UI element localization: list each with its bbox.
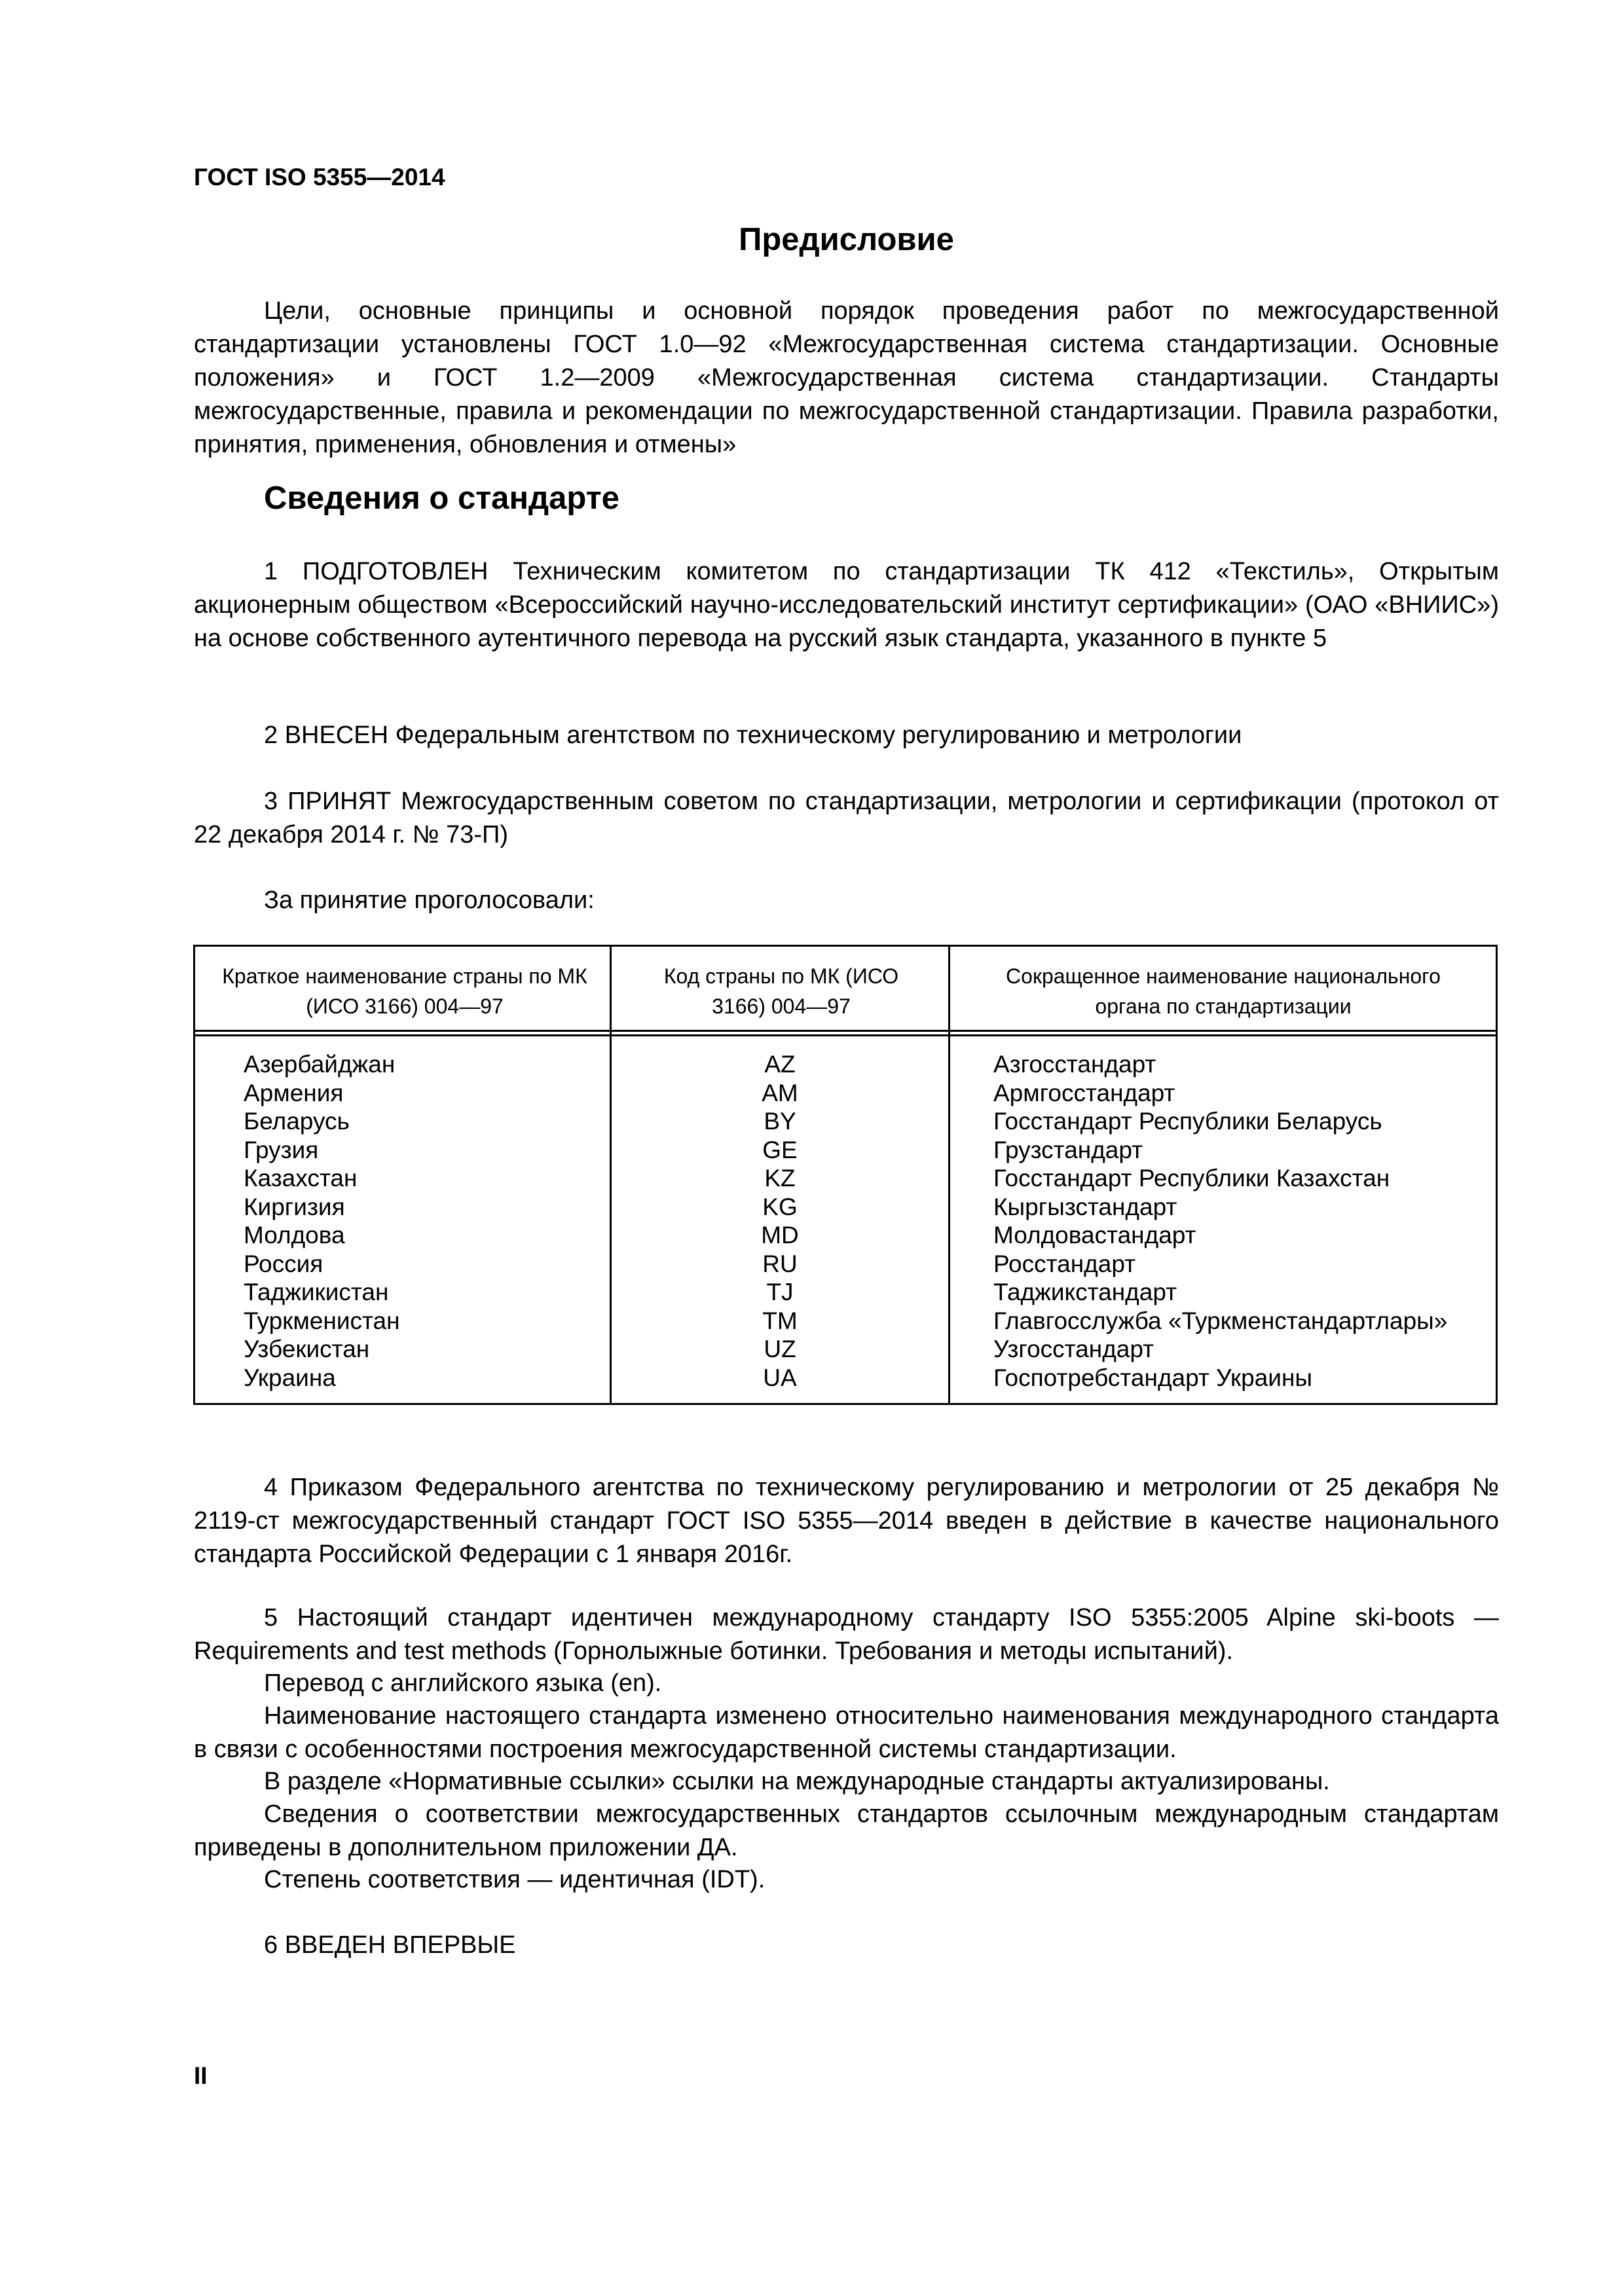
table-cell-body: Главгосслужба «Туркменстандартлары»	[993, 1307, 1448, 1334]
table-cell-code: KZ	[764, 1165, 796, 1192]
table-header-country: Краткое наименование страны по МК (ИСО 3166) 004—97	[222, 964, 587, 1018]
voting-table	[193, 945, 1498, 1405]
code-column	[612, 1050, 948, 1392]
item-5-paragraph: 5 Настоящий стандарт идентичен международному стандарту ISO 5355:2005 Alpine ski-boots — Requirements and test methods (Горнолыжные ботинки. Требования и методы испытаний).	[194, 1604, 1499, 1665]
table-cell-country: Украина	[244, 1364, 336, 1391]
item-3-paragraph: 3 ПРИНЯТ Межгосударственным советом по стандартизации, метрологии и сертификации (протокол от 22 декабря 2014 г. № 73-П)	[194, 788, 1499, 848]
table-cell-body: Молдовастандарт	[993, 1222, 1196, 1248]
vote-intro: За принятие проголосовали:	[264, 886, 595, 914]
table-cell-country: Азербайджан	[244, 1051, 396, 1078]
table-cell-code: BY	[764, 1108, 796, 1135]
item-5-degree: Степень соответствия — идентичная (IDT).	[264, 1866, 766, 1893]
table-cell-country: Казахстан	[244, 1165, 358, 1192]
table-cell-body: Госпотребстандарт Украины	[993, 1364, 1312, 1391]
body-column	[993, 1050, 1491, 1392]
table-cell-country: Таджикистан	[244, 1279, 389, 1305]
table-cell-body: Госстандарт Республики Беларусь	[993, 1108, 1382, 1135]
item-5-correspondence: Сведения о соответствии межгосударственных стандартов ссылочным международным стандартам приведены в дополнительном приложении ДА.	[194, 1800, 1499, 1861]
table-cell-body: Грузстандарт	[993, 1136, 1143, 1163]
page-title: Предисловие	[739, 222, 954, 257]
table-cell-code: UA	[763, 1364, 797, 1391]
table-cell-country: Молдова	[244, 1222, 345, 1248]
item-1-paragraph: 1 ПОДГОТОВЛЕН Техническим комитетом по стандартизации ТК 412 «Текстиль», Открытым акционерным обществом «Всероссийский научно-исследовательский институт сертификации» (ОАО «ВНИИС») на основе собственного аутентичного перевода на русский язык стандарта, указанного в пункте 5	[194, 558, 1499, 652]
table-cell-code: AZ	[764, 1051, 796, 1078]
item-5-name-change: Наименование настоящего стандарта изменено относительно наименования международного стандарта в связи с особенностями построения межгосударственной системы стандартизации.	[194, 1702, 1499, 1763]
table-cell-code: UZ	[764, 1336, 796, 1362]
table-cell-country: Киргизия	[244, 1193, 345, 1220]
table-cell-body: Азгосстандарт	[993, 1051, 1156, 1078]
item-5-translation: Перевод с английского языка (en).	[264, 1669, 662, 1697]
table-cell-country: Россия	[244, 1250, 323, 1277]
table-cell-body: Узгосстандарт	[993, 1336, 1154, 1362]
table-cell-code: AM	[762, 1079, 798, 1106]
item-5-references: В разделе «Нормативные ссылки» ссылки на международные стандарты актуализированы.	[264, 1768, 1330, 1795]
table-cell-body: Кыргызстандарт	[993, 1193, 1177, 1220]
table-header-divider	[195, 1034, 1496, 1036]
table-cell-country: Беларусь	[244, 1108, 350, 1135]
table-header-divider	[195, 1030, 1496, 1032]
table-cell-body: Госстандарт Республики Казахстан	[993, 1165, 1390, 1192]
table-column-divider	[948, 947, 950, 1403]
table-cell-body: Таджикстандарт	[993, 1279, 1177, 1305]
table-header-body: Сокращенное наименование национального органа по стандартизации	[1006, 964, 1441, 1018]
item-4-paragraph: 4 Приказом Федерального агентства по техническому регулированию и метрологии от 25 декабря № 2119-ст межгосударственный стандарт ГОСТ ISO 5355—2014 введен в действие в качестве национального стандарта Российской Федерации с 1 января 2016г.	[194, 1474, 1499, 1568]
item-2-paragraph: 2 ВНЕСЕН Федеральным агентством по техническому регулированию и метрологии	[264, 721, 1242, 749]
table-cell-code: TJ	[766, 1279, 794, 1305]
table-cell-code: TM	[762, 1307, 798, 1334]
table-cell-code: MD	[761, 1222, 799, 1248]
table-cell-body: Росстандарт	[993, 1250, 1136, 1277]
table-cell-body: Армгосстандарт	[993, 1079, 1175, 1106]
table-cell-code: KG	[762, 1193, 798, 1220]
country-column	[244, 1050, 597, 1392]
table-header-code: Код страны по МК (ИСО 3166) 004—97	[663, 964, 899, 1018]
table-cell-code: GE	[762, 1136, 798, 1163]
preface-paragraph: Цели, основные принципы и основной порядок проведения работ по межгосударственной стандартизации установлены ГОСТ 1.0—92 «Межгосударственная система стандартизации. Основные положения» и ГОСТ 1.2—2009 «Межгосударственная система стандартизации. Стандарты межгосударственные, правила и рекомендации по межгосударственной стандартизации. Правила разработки, принятия, применения, обновления и отмены»	[194, 297, 1499, 458]
section-title: Сведения о стандарте	[264, 481, 619, 516]
document-code: ГОСТ ISO 5355—2014	[194, 164, 445, 191]
table-cell-country: Туркменистан	[244, 1307, 400, 1334]
table-cell-country: Грузия	[244, 1136, 319, 1163]
item-6-paragraph: 6 ВВЕДЕН ВПЕРВЫЕ	[264, 1931, 516, 1959]
table-cell-country: Узбекистан	[244, 1336, 370, 1362]
table-cell-code: RU	[762, 1250, 798, 1277]
page-number: II	[194, 2062, 208, 2089]
table-cell-country: Армения	[244, 1079, 344, 1106]
